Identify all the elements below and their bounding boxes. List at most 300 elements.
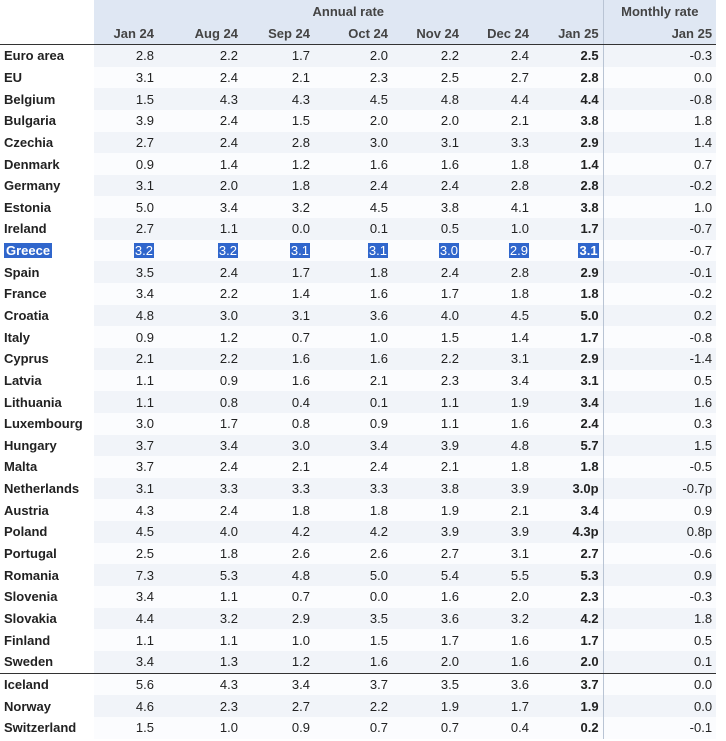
annual-rate-cell xyxy=(392,543,463,565)
annual-rate-cell xyxy=(94,305,158,327)
annual-rate-cell xyxy=(392,717,463,739)
annual-rate-cell xyxy=(242,240,314,262)
annual-rate-cell xyxy=(94,521,158,543)
country-name xyxy=(0,348,94,370)
cell-value: 1.7 xyxy=(440,632,459,648)
annual-rate-cell xyxy=(314,370,392,392)
annual-rate-cell xyxy=(533,110,603,132)
annual-rate-cell xyxy=(463,478,533,500)
annual-rate-cell xyxy=(463,240,533,262)
cell-value: 3.2 xyxy=(510,610,529,626)
country-name xyxy=(0,717,94,739)
cell-value: 3.9 xyxy=(440,524,459,540)
table-row xyxy=(0,564,716,586)
cell-value: 3.9 xyxy=(510,524,529,540)
cell-value: 1.8 xyxy=(291,178,310,194)
cell-value: 3.1 xyxy=(135,69,154,85)
annual-rate-cell xyxy=(463,110,533,132)
cell-value: 1.8 xyxy=(219,546,238,562)
cell-value: 1.8 xyxy=(291,502,310,518)
table-row xyxy=(0,608,716,630)
annual-rate-cell xyxy=(158,110,242,132)
annual-rate-cell xyxy=(533,478,603,500)
cell-value: 3.0 xyxy=(219,308,238,323)
annual-rate-cell xyxy=(94,218,158,240)
cell-value: 2.9 xyxy=(509,243,528,259)
cell-value: 4.0 xyxy=(219,524,238,540)
annual-rate-cell xyxy=(94,564,158,586)
cell-value: 3.4 xyxy=(510,372,529,388)
annual-rate-cell xyxy=(158,348,242,370)
monthly-rate-cell: 0.2 xyxy=(603,305,716,327)
country-name xyxy=(0,608,94,630)
country-name xyxy=(0,413,94,435)
annual-rate-cell xyxy=(533,348,603,370)
cell-value: 5.4 xyxy=(440,567,459,583)
country-name xyxy=(0,695,94,717)
monthly-rate-cell: -1.4 xyxy=(603,348,716,370)
annual-rate-cell xyxy=(463,695,533,717)
annual-rate-cell xyxy=(158,240,242,262)
annual-rate-cell xyxy=(242,348,314,370)
column-header: Dec 24 xyxy=(463,22,533,45)
annual-rate-cell xyxy=(463,391,533,413)
cell-value: 3.1 xyxy=(580,372,599,388)
annual-rate-cell xyxy=(392,196,463,218)
country-label: Poland xyxy=(4,524,48,540)
cell-value: 3.1 xyxy=(290,243,309,259)
cell-value: 3.4 xyxy=(135,654,154,670)
country-label: Lithuania xyxy=(4,394,62,410)
cell-value: 2.1 xyxy=(510,502,529,518)
country-name xyxy=(0,673,94,695)
country-label: Slovakia xyxy=(4,610,57,626)
annual-rate-cell xyxy=(533,261,603,283)
cell-value: 1.2 xyxy=(219,329,238,345)
cell-value: 2.4 xyxy=(369,178,388,194)
cell-value: 1.2 xyxy=(291,654,310,670)
annual-rate-cell xyxy=(392,629,463,651)
annual-rate-cell xyxy=(463,326,533,348)
monthly-rate-cell: 1.4 xyxy=(603,132,716,154)
cell-value: 5.0 xyxy=(369,567,388,583)
annual-rate-cell xyxy=(242,153,314,175)
monthly-rate-cell: -0.3 xyxy=(603,586,716,608)
annual-rate-cell xyxy=(242,283,314,305)
annual-rate-cell xyxy=(158,391,242,413)
monthly-rate-cell: -0.3 xyxy=(603,45,716,67)
cell-value: 1.0 xyxy=(369,329,388,345)
cell-value: 4.8 xyxy=(510,437,529,453)
cell-value: 2.4 xyxy=(369,459,388,475)
annual-rate-cell xyxy=(158,413,242,435)
annual-rate-cell xyxy=(392,326,463,348)
annual-rate-cell xyxy=(392,283,463,305)
cell-value: 1.6 xyxy=(510,416,529,432)
cell-value: 1.9 xyxy=(580,698,599,714)
column-header: Jan 24 xyxy=(94,22,158,45)
monthly-rate-cell: 0.1 xyxy=(603,651,716,673)
annual-rate-cell xyxy=(533,413,603,435)
cell-value: 3.1 xyxy=(510,351,529,367)
cell-value: 4.3 xyxy=(219,676,238,692)
cell-value: 1.1 xyxy=(135,394,154,410)
country-name xyxy=(0,67,94,89)
annual-rate-cell xyxy=(158,132,242,154)
cell-value: 4.5 xyxy=(369,91,388,107)
annual-rate-cell xyxy=(392,478,463,500)
annual-rate-cell xyxy=(463,608,533,630)
monthly-rate-cell: -0.7p xyxy=(603,478,716,500)
annual-rate-cell xyxy=(463,564,533,586)
cell-value: 2.8 xyxy=(510,264,529,280)
cell-value: 1.6 xyxy=(440,156,459,172)
cell-value: 4.5 xyxy=(135,524,154,540)
cell-value: 7.3 xyxy=(135,567,154,583)
annual-rate-cell xyxy=(242,608,314,630)
cell-value: 4.8 xyxy=(440,91,459,107)
cell-value: 1.1 xyxy=(440,416,459,432)
table-row xyxy=(0,88,716,110)
annual-rate-cell xyxy=(242,88,314,110)
cell-value: 2.0 xyxy=(369,48,388,64)
cell-value: 2.1 xyxy=(440,459,459,475)
cell-value: 4.8 xyxy=(291,567,310,583)
cell-value: 1.1 xyxy=(440,394,459,410)
monthly-rate-cell: -0.6 xyxy=(603,543,716,565)
cell-value: 5.6 xyxy=(135,676,154,692)
cell-value: 0.7 xyxy=(369,720,388,736)
annual-rate-cell xyxy=(533,283,603,305)
annual-rate-cell xyxy=(314,175,392,197)
annual-rate-cell xyxy=(533,608,603,630)
annual-rate-cell xyxy=(158,45,242,67)
country-name xyxy=(0,478,94,500)
annual-rate-cell xyxy=(158,153,242,175)
cell-value: 4.6 xyxy=(135,698,154,714)
annual-rate-cell xyxy=(463,88,533,110)
annual-rate-cell xyxy=(158,499,242,521)
cell-value: 2.2 xyxy=(440,48,459,64)
cell-value: 4.0 xyxy=(440,308,459,323)
cell-value: 3.2 xyxy=(291,199,310,215)
cell-value: 5.3 xyxy=(580,567,599,583)
country-name xyxy=(0,153,94,175)
cell-value: 4.1 xyxy=(510,199,529,215)
cell-value: 2.0 xyxy=(219,178,238,194)
annual-rate-cell xyxy=(314,564,392,586)
annual-rate-cell xyxy=(533,629,603,651)
cell-value: 2.1 xyxy=(369,372,388,388)
annual-rate-cell xyxy=(392,175,463,197)
annual-rate-cell xyxy=(314,110,392,132)
cell-value: 1.7 xyxy=(510,698,529,714)
cell-value: 2.2 xyxy=(440,351,459,367)
cell-value: 3.1 xyxy=(440,134,459,150)
annual-rate-cell xyxy=(314,88,392,110)
cell-value: 3.1 xyxy=(135,481,154,497)
country-name xyxy=(0,175,94,197)
annual-rate-cell xyxy=(314,717,392,739)
annual-rate-cell xyxy=(463,370,533,392)
cell-value: 2.5 xyxy=(580,48,599,64)
cell-value: 1.1 xyxy=(219,632,238,648)
monthly-rate-header: Monthly rate xyxy=(603,0,716,22)
annual-rate-cell xyxy=(94,196,158,218)
annual-rate-cell xyxy=(392,608,463,630)
annual-rate-cell xyxy=(242,110,314,132)
annual-rate-cell xyxy=(94,478,158,500)
annual-rate-cell xyxy=(314,218,392,240)
annual-rate-cell xyxy=(158,67,242,89)
annual-rate-cell xyxy=(392,435,463,457)
annual-rate-cell xyxy=(533,499,603,521)
monthly-rate-cell: -0.1 xyxy=(603,717,716,739)
header-blank-cell xyxy=(0,22,94,45)
country-label: Italy xyxy=(4,329,31,345)
cell-value: 1.6 xyxy=(369,156,388,172)
monthly-rate-cell: -0.8 xyxy=(603,326,716,348)
table-row xyxy=(0,717,716,739)
annual-rate-cell xyxy=(314,45,392,67)
cell-value: 1.5 xyxy=(135,720,154,736)
monthly-rate-cell: 0.9 xyxy=(603,564,716,586)
annual-rate-cell xyxy=(94,175,158,197)
country-label: Romania xyxy=(4,567,59,583)
cell-value: 3.7 xyxy=(135,437,154,453)
cell-value: 3.8 xyxy=(580,199,599,215)
annual-rate-cell xyxy=(392,240,463,262)
column-header: Jan 25 xyxy=(533,22,603,45)
cell-value: 1.5 xyxy=(369,632,388,648)
cell-value: 3.4 xyxy=(580,394,599,410)
cell-value: 4.4 xyxy=(580,91,599,107)
annual-rate-cell xyxy=(314,391,392,413)
country-label: Bulgaria xyxy=(4,113,57,129)
country-name xyxy=(0,586,94,608)
annual-rate-cell xyxy=(314,673,392,695)
cell-value: 1.6 xyxy=(369,654,388,670)
annual-rate-cell xyxy=(392,413,463,435)
cell-value: 2.1 xyxy=(135,351,154,367)
cell-value: 2.3 xyxy=(580,589,599,605)
cell-value: 2.4 xyxy=(219,69,238,85)
country-label: Czechia xyxy=(4,134,54,150)
cell-value: 3.0 xyxy=(369,134,388,150)
monthly-rate-cell: 1.6 xyxy=(603,391,716,413)
annual-rate-cell xyxy=(392,305,463,327)
country-name xyxy=(0,196,94,218)
cell-value: 5.5 xyxy=(510,567,529,583)
table-row xyxy=(0,391,716,413)
country-label: Cyprus xyxy=(4,351,49,367)
annual-rate-cell xyxy=(94,608,158,630)
annual-rate-cell xyxy=(392,370,463,392)
country-label: Spain xyxy=(4,264,40,280)
annual-rate-cell xyxy=(533,88,603,110)
country-label: Switzerland xyxy=(4,720,77,736)
country-label: Greece xyxy=(6,243,51,259)
cell-value: 2.1 xyxy=(291,459,310,475)
column-header: Sep 24 xyxy=(242,22,314,45)
cell-value: 1.5 xyxy=(135,91,154,107)
country-label: Malta xyxy=(4,459,38,475)
cell-value: 1.0 xyxy=(291,632,310,648)
table-row xyxy=(0,673,716,695)
annual-rate-cell xyxy=(94,88,158,110)
table-row xyxy=(0,326,716,348)
cell-value: 3.3 xyxy=(291,481,310,497)
monthly-rate-cell: -0.5 xyxy=(603,456,716,478)
cell-value: 2.4 xyxy=(440,178,459,194)
table-row xyxy=(0,456,716,478)
cell-value: 3.8 xyxy=(580,113,599,129)
country-label: Norway xyxy=(4,698,51,714)
annual-rate-cell xyxy=(94,717,158,739)
cell-value: 1.0 xyxy=(510,221,529,237)
annual-rate-cell xyxy=(242,261,314,283)
cell-value: 2.3 xyxy=(440,372,459,388)
annual-rate-cell xyxy=(463,543,533,565)
annual-rate-cell xyxy=(94,348,158,370)
annual-rate-cell xyxy=(392,110,463,132)
table-row xyxy=(0,521,716,543)
cell-value: 2.8 xyxy=(580,69,599,85)
cell-value: 2.5 xyxy=(440,69,459,85)
annual-rate-cell xyxy=(94,240,158,262)
annual-rate-cell xyxy=(533,305,603,327)
cell-value: 4.3p xyxy=(572,524,599,540)
cell-value: 2.0 xyxy=(510,589,529,605)
annual-rate-cell xyxy=(242,370,314,392)
annual-rate-cell xyxy=(392,521,463,543)
cell-value: 3.3 xyxy=(369,481,388,497)
annual-rate-cell xyxy=(533,175,603,197)
country-label: Sweden xyxy=(4,654,54,670)
annual-rate-cell xyxy=(314,629,392,651)
cell-value: 2.0 xyxy=(440,654,459,670)
country-name xyxy=(0,326,94,348)
annual-rate-cell xyxy=(158,175,242,197)
cell-value: 0.9 xyxy=(135,156,154,172)
annual-rate-cell xyxy=(94,391,158,413)
cell-value: 3.0p xyxy=(572,481,599,497)
monthly-rate-cell: 0.0 xyxy=(603,673,716,695)
cell-value: 4.5 xyxy=(369,199,388,215)
cell-value: 1.6 xyxy=(369,351,388,367)
annual-rate-cell xyxy=(392,153,463,175)
cell-value: 3.4 xyxy=(291,676,310,692)
annual-rate-cell xyxy=(158,196,242,218)
annual-rate-cell xyxy=(94,435,158,457)
annual-rate-cell xyxy=(242,456,314,478)
annual-rate-cell xyxy=(158,478,242,500)
annual-rate-cell xyxy=(533,370,603,392)
table-row xyxy=(0,348,716,370)
monthly-rate-cell: 0.5 xyxy=(603,629,716,651)
monthly-rate-cell: -0.2 xyxy=(603,175,716,197)
cell-value: 2.7 xyxy=(510,69,529,85)
annual-rate-cell xyxy=(392,88,463,110)
country-name xyxy=(0,240,94,262)
annual-rate-cell xyxy=(314,499,392,521)
cell-value: 2.0 xyxy=(580,654,599,670)
annual-rate-cell xyxy=(94,153,158,175)
monthly-rate-cell: 1.8 xyxy=(603,608,716,630)
annual-rate-cell xyxy=(314,695,392,717)
annual-rate-cell xyxy=(242,564,314,586)
cell-value: 3.7 xyxy=(369,676,388,692)
country-name xyxy=(0,283,94,305)
cell-value: 2.8 xyxy=(291,134,310,150)
annual-rate-cell xyxy=(242,651,314,673)
annual-rate-cell xyxy=(463,413,533,435)
cell-value: 2.9 xyxy=(580,134,599,150)
cell-value: 2.8 xyxy=(135,48,154,64)
cell-value: 3.3 xyxy=(510,134,529,150)
annual-rate-cell xyxy=(533,435,603,457)
country-name xyxy=(0,88,94,110)
annual-rate-cell xyxy=(533,695,603,717)
annual-rate-cell xyxy=(242,305,314,327)
annual-rate-cell xyxy=(463,67,533,89)
monthly-rate-cell: 0.5 xyxy=(603,370,716,392)
cell-value: 3.9 xyxy=(135,113,154,129)
cell-value: 1.8 xyxy=(580,286,599,302)
monthly-rate-cell: 1.8 xyxy=(603,110,716,132)
country-name xyxy=(0,456,94,478)
cell-value: 2.6 xyxy=(291,546,310,562)
cell-value: 0.7 xyxy=(291,589,310,605)
cell-value: 1.6 xyxy=(440,589,459,605)
cell-value: 0.4 xyxy=(291,394,310,410)
cell-value: 2.9 xyxy=(580,351,599,367)
table-row xyxy=(0,586,716,608)
annual-rate-cell xyxy=(463,456,533,478)
annual-rate-cell xyxy=(533,391,603,413)
cell-value: 5.0 xyxy=(135,199,154,215)
monthly-rate-cell: -0.8 xyxy=(603,88,716,110)
annual-rate-cell xyxy=(94,67,158,89)
annual-rate-cell xyxy=(314,132,392,154)
country-name xyxy=(0,651,94,673)
cell-value: 4.2 xyxy=(580,610,599,626)
annual-rate-cell xyxy=(158,608,242,630)
cell-value: 1.8 xyxy=(369,264,388,280)
table-row xyxy=(0,110,716,132)
annual-rate-cell xyxy=(314,67,392,89)
table-row xyxy=(0,218,716,240)
cell-value: 2.9 xyxy=(291,610,310,626)
cell-value: 3.9 xyxy=(440,437,459,453)
annual-rate-cell xyxy=(158,88,242,110)
cell-value: 2.2 xyxy=(219,48,238,64)
country-label: Belgium xyxy=(4,91,56,107)
annual-rate-cell xyxy=(158,543,242,565)
annual-rate-cell xyxy=(242,175,314,197)
annual-rate-cell xyxy=(242,45,314,67)
cell-value: 0.0 xyxy=(369,589,388,605)
cell-value: 0.7 xyxy=(440,720,459,736)
annual-rate-cell xyxy=(94,695,158,717)
annual-rate-cell xyxy=(314,413,392,435)
cell-value: 2.4 xyxy=(219,113,238,129)
annual-rate-cell xyxy=(94,413,158,435)
annual-rate-cell xyxy=(463,348,533,370)
table-row xyxy=(0,132,716,154)
cell-value: 3.6 xyxy=(369,308,388,323)
monthly-rate-cell: 0.8p xyxy=(603,521,716,543)
